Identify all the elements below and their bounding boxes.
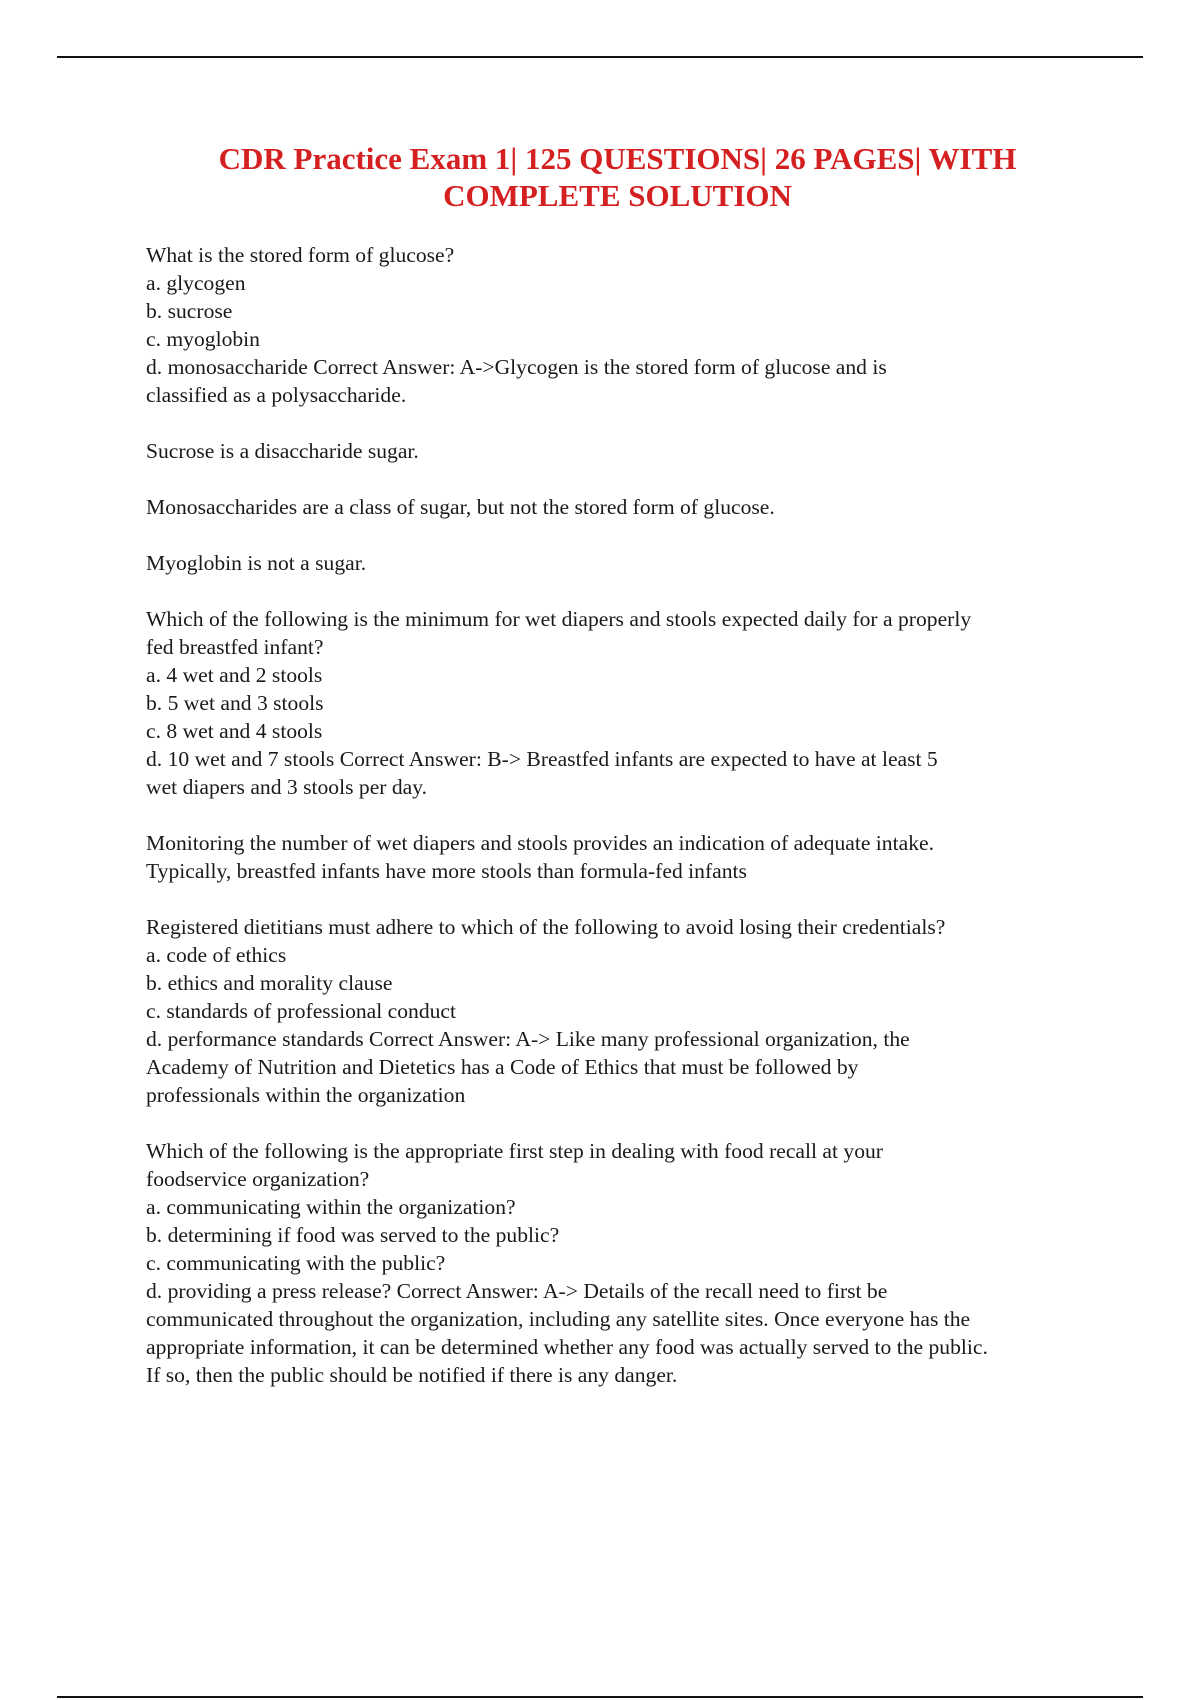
explanation-note: Myoglobin is not a sugar. [146, 551, 367, 575]
correct-answer-text: d. monosaccharide Correct Answer: A->Glycogen is the stored form of glucose and is [146, 355, 887, 379]
answer-option: b. sucrose [146, 299, 233, 323]
question-block [146, 913, 1106, 1109]
answer-option: c. communicating with the public? [146, 1251, 446, 1275]
question-text: Which of the following is the appropriate first step in dealing with food recall at your [146, 1139, 883, 1163]
correct-answer-text: If so, then the public should be notified if there is any danger. [146, 1363, 678, 1387]
answer-option: a. glycogen [146, 271, 246, 295]
answer-option: a. 4 wet and 2 stools [146, 663, 323, 687]
question-block [146, 1137, 1106, 1389]
explanation-note: Sucrose is a disaccharide sugar. [146, 439, 419, 463]
correct-answer-text: d. 10 wet and 7 stools Correct Answer: B-> Breastfed infants are expected to have at least 5 [146, 747, 938, 771]
answer-option: a. code of ethics [146, 943, 287, 967]
correct-answer-text: classified as a polysaccharide. [146, 383, 407, 407]
answer-option: c. standards of professional conduct [146, 999, 457, 1023]
correct-answer-text: wet diapers and 3 stools per day. [146, 775, 428, 799]
explanation-note: Monosaccharides are a class of sugar, but not the stored form of glucose. [146, 495, 775, 519]
question-text: fed breastfed infant? [146, 635, 324, 659]
document-body [146, 241, 1106, 1389]
correct-answer-text: professionals within the organization [146, 1083, 466, 1107]
correct-answer-text: Academy of Nutrition and Dietetics has a Code of Ethics that must be followed by [146, 1055, 859, 1079]
explanation-note: Typically, breastfed infants have more stools than formula-fed infants [146, 859, 747, 883]
top-rule [57, 56, 1143, 58]
answer-option: b. ethics and morality clause [146, 971, 393, 995]
document-title [120, 140, 1115, 214]
document-title-line-2: COMPLETE SOLUTION [443, 178, 792, 213]
answer-option: b. determining if food was served to the public? [146, 1223, 560, 1247]
question-text: foodservice organization? [146, 1167, 370, 1191]
answer-option: a. communicating within the organization? [146, 1195, 516, 1219]
answer-option: c. 8 wet and 4 stools [146, 719, 323, 743]
question-text: What is the stored form of glucose? [146, 243, 455, 267]
question-block [146, 605, 1106, 885]
explanation-note: Monitoring the number of wet diapers and stools provides an indication of adequate intake. [146, 831, 934, 855]
bottom-rule [57, 1696, 1143, 1698]
answer-option: b. 5 wet and 3 stools [146, 691, 324, 715]
correct-answer-text: d. performance standards Correct Answer: A-> Like many professional organization, the [146, 1027, 910, 1051]
correct-answer-text: d. providing a press release? Correct Answer: A-> Details of the recall need to first be [146, 1279, 888, 1303]
question-text: Which of the following is the minimum for wet diapers and stools expected daily for a properly [146, 607, 972, 631]
answer-option: c. myoglobin [146, 327, 260, 351]
correct-answer-text: appropriate information, it can be determined whether any food was actually served to the public. [146, 1335, 988, 1359]
document-title-line-1: CDR Practice Exam 1| 125 QUESTIONS| 26 PAGES| WITH [218, 141, 1017, 176]
correct-answer-text: communicated throughout the organization, including any satellite sites. Once everyone has the [146, 1307, 971, 1331]
question-block [146, 241, 1106, 577]
question-text: Registered dietitians must adhere to which of the following to avoid losing their credentials? [146, 915, 946, 939]
